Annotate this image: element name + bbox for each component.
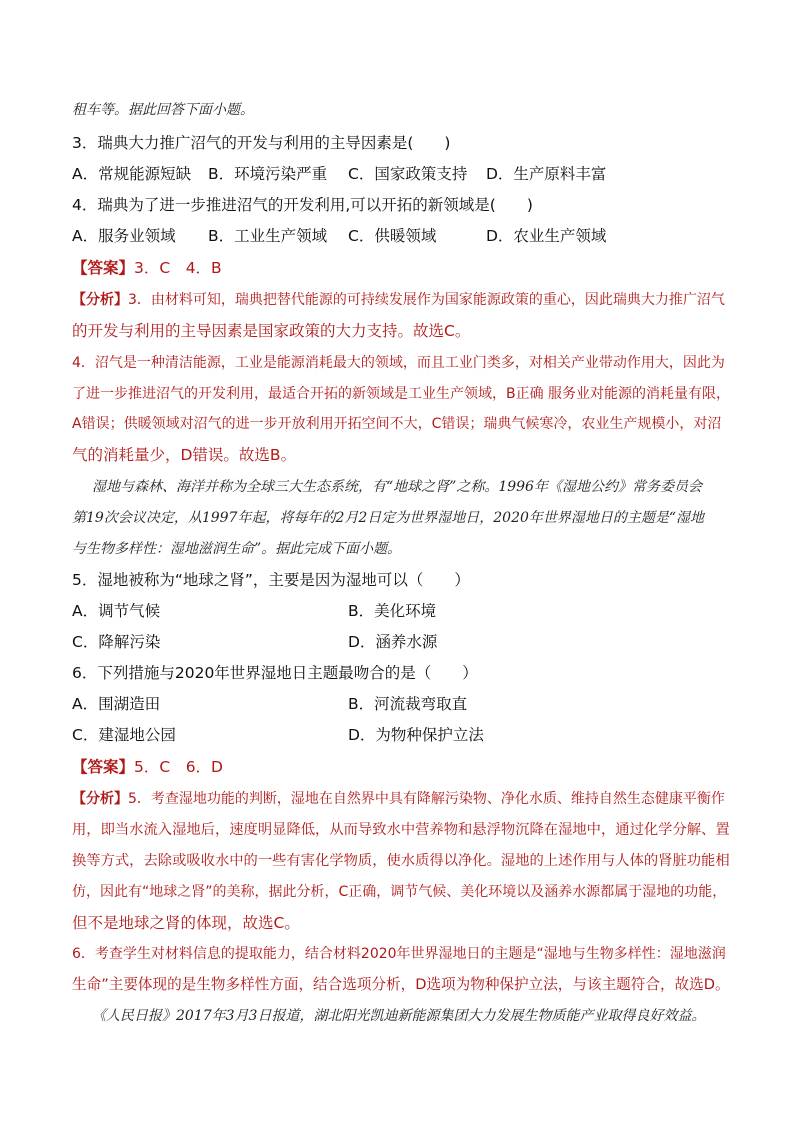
option-b: B．环境污染严重 xyxy=(208,165,328,183)
option-a: A．调节气候 xyxy=(72,602,161,620)
answer-text: 5．C 6．D xyxy=(134,758,223,776)
material-text: 《人民日报》2017年3月3日报道，湖北阳光凯迪新能源集团大力发展生物质能产业取得良好效益。 xyxy=(92,1008,706,1024)
analysis-line: 气的消耗量少，D错误。故选B。 xyxy=(72,446,297,464)
analysis-line: 换等方式，去除或吸收水中的一些有害化学物质，使水质得以净化。湿地的上述作用与人体的肾脏功能相 xyxy=(72,853,730,869)
answer-block xyxy=(72,757,732,777)
option-c: C．国家政策支持 xyxy=(348,165,468,183)
option-c: C．降解污染 xyxy=(72,633,161,651)
option-c: C．供暖领域 xyxy=(348,227,437,245)
material-text: 湿地与森林、海洋并称为全球三大生态系统，有“地球之肾”之称。1996年《湿地公约》常务委员会 xyxy=(92,479,702,495)
question-5-stem: 5．湿地被称为“地球之肾”，主要是因为湿地可以（ ） xyxy=(72,571,470,589)
option-b: B．工业生产领域 xyxy=(208,227,328,245)
option-d: D．为物种保护立法 xyxy=(348,726,484,744)
answer-text: 3．C 4．B xyxy=(134,259,222,277)
analysis-line: A错误；供暖领域对沼气的进一步开放利用开拓空间不大，C错误；瑞典气候寒冷，农业生产规模小，对沼 xyxy=(72,416,722,432)
answer-label: 【答案】 xyxy=(72,259,135,277)
option-b: B．美化环境 xyxy=(348,602,437,620)
analysis-label: 【分析】 xyxy=(72,292,128,308)
analysis-line: 【分析】3．由材料可知，瑞典把替代能源的可持续发展作为国家能源政策的重心，因此瑞典大力推广沼气 xyxy=(72,292,725,308)
analysis-line: 仿，因此有“地球之肾”的美称，据此分析，C正确，调节气候、美化环境以及涵养水源都属于湿地的功能， xyxy=(72,884,727,900)
answer-label: 【答案】 xyxy=(72,758,135,776)
option-d: D．农业生产领域 xyxy=(486,227,607,245)
analysis-line: 但不是地球之肾的体现，故选C。 xyxy=(72,914,300,932)
question-4-stem: 4．瑞典为了进一步推进沼气的开发利用,可以开拓的新领域是( ) xyxy=(72,196,533,214)
material-text: 第19次会议决定，从1997年起，将每年的2月2日定为世界湿地日，2020年世界湿地日的主题是“湿地 xyxy=(72,510,705,526)
option-d: D．生产原料丰富 xyxy=(486,165,607,183)
material-text: 租车等。据此回答下面小题。 xyxy=(72,102,254,118)
question-6-stem: 6．下列措施与2020年世界湿地日主题最吻合的是（ ） xyxy=(72,664,478,682)
option-a: A．常规能源短缺 xyxy=(72,165,192,183)
analysis-line: 6．考查学生对材料信息的提取能力，结合材料2020年世界湿地日的主题是“湿地与生物多样性：湿地滋润 xyxy=(72,946,726,962)
answer-block xyxy=(72,258,732,278)
option-b: B．河流裁弯取直 xyxy=(348,695,468,713)
analysis-line: 了进一步推进沼气的开发利用，最适合开拓的新领域是工业生产领域，B正确 服务业对能源的消耗量有限， xyxy=(72,386,731,402)
analysis-line: 用，即当水流入湿地后，速度明显降低，从而导致水中营养物和悬浮物沉降在湿地中，通过化学分解、置 xyxy=(72,822,730,838)
option-a: A．围湖造田 xyxy=(72,695,161,713)
analysis-label: 【分析】 xyxy=(72,791,128,807)
option-d: D．涵养水源 xyxy=(348,633,438,651)
analysis-line: 生命”主要体现的是生物多样性方面，结合选项分析，D选项为物种保护立法，与该主题符合，故选D。 xyxy=(72,976,730,993)
analysis-line: 【分析】5．考查湿地功能的判断，湿地在自然界中具有降解污染物、净化水质、维持自然生态健康平衡作 xyxy=(72,791,725,807)
question-3-stem: 3．瑞典大力推广沼气的开发与利用的主导因素是( ) xyxy=(72,134,451,152)
analysis-line: 的开发与利用的主导因素是国家政策的大力支持。故选C。 xyxy=(72,322,471,340)
analysis-line: 4．沼气是一种清洁能源，工业是能源消耗最大的领域，而且工业门类多，对相关产业带动作用大，因此为 xyxy=(72,355,725,371)
option-a: A．服务业领域 xyxy=(72,227,176,245)
material-text: 与生物多样性：湿地滋润生命”。据此完成下面小题。 xyxy=(72,541,402,557)
option-c: C．建湿地公园 xyxy=(72,726,176,744)
